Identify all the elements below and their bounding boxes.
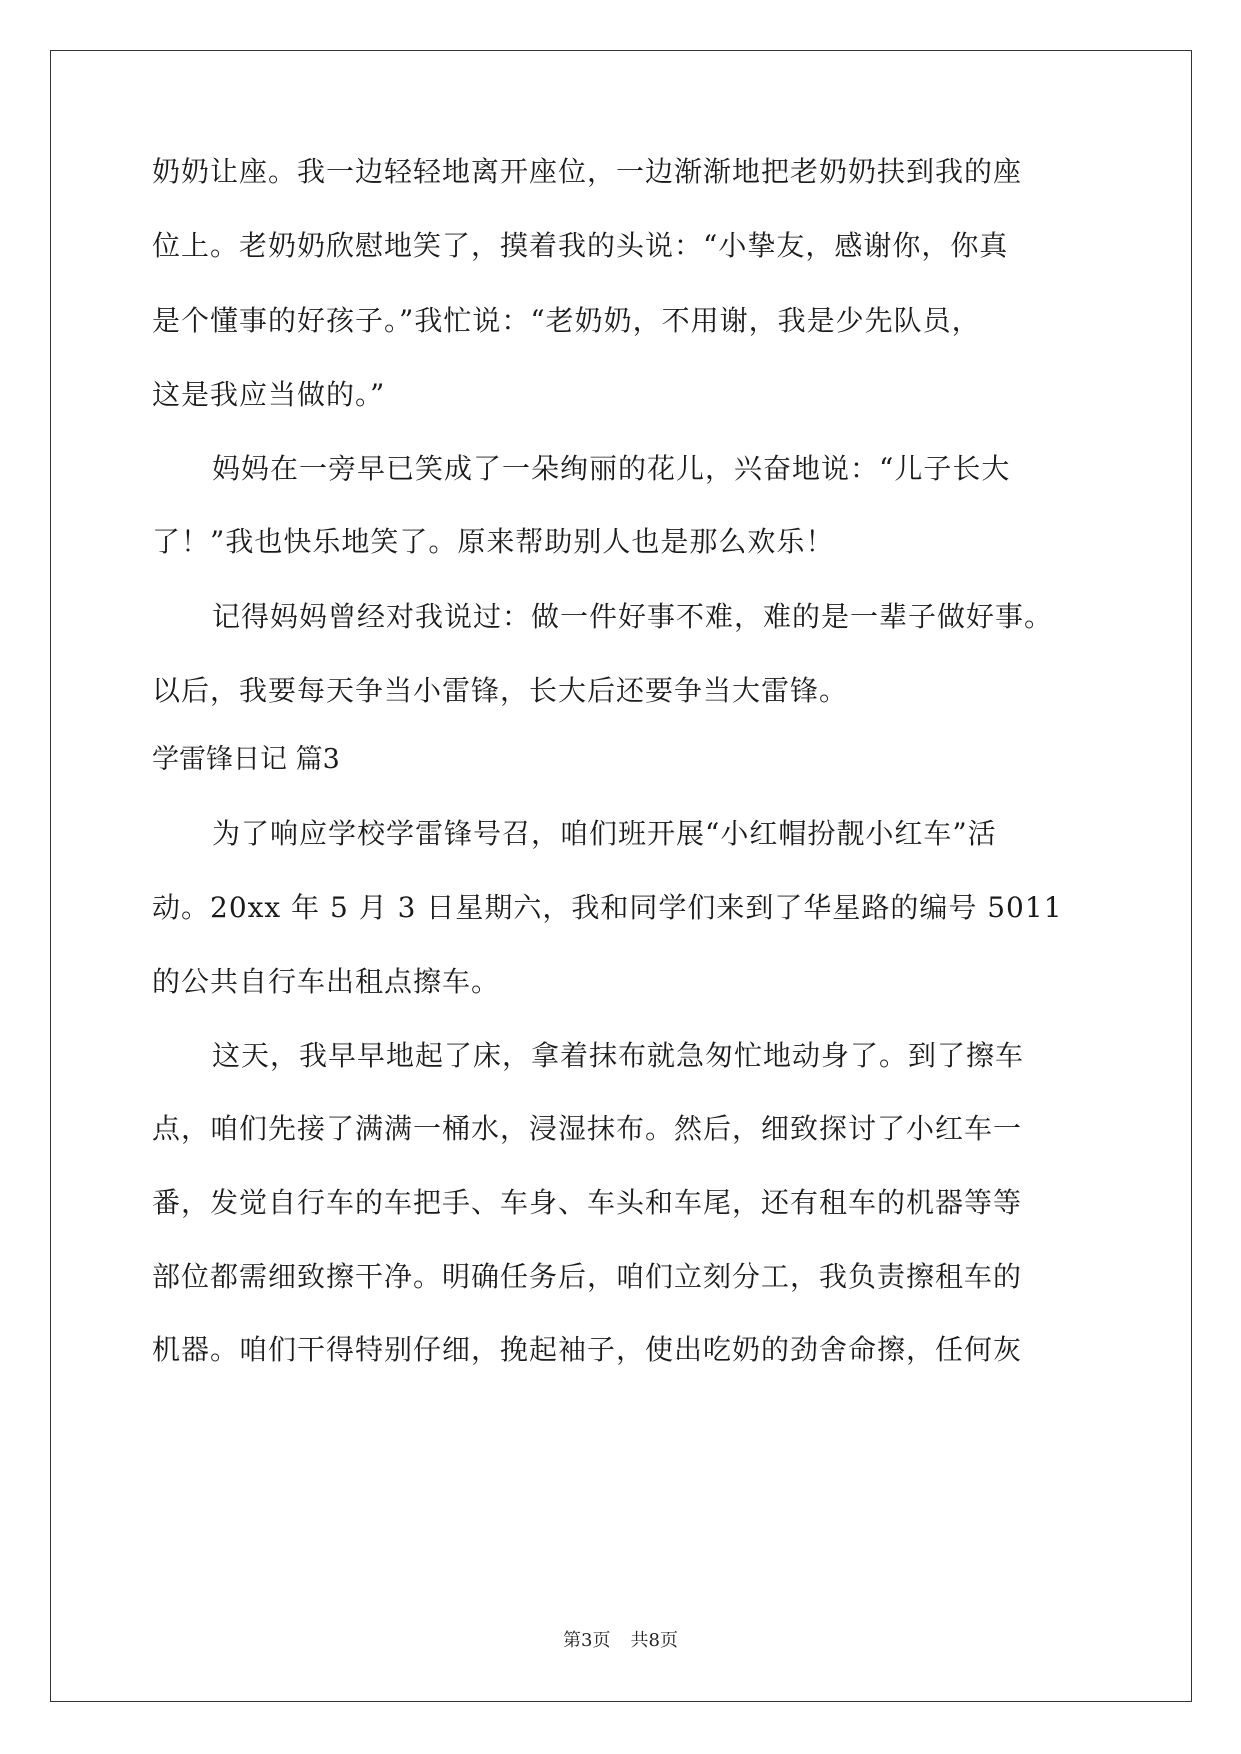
paragraph-line: 记得妈妈曾经对我说过：做一件好事不难，难的是一辈子做好事。 (212, 600, 1054, 633)
paragraph-line: 这天，我早早地起了床，拿着抹布就急匆忙地动身了。到了擦车 (212, 1039, 1025, 1072)
section-heading: 学雷锋日记 篇3 (152, 744, 340, 775)
paragraph-line: 位上。老奶奶欣慰地笑了，摸着我的头说：“小挚友，感谢你，你真 (152, 229, 1009, 262)
page-number: 第3页 (563, 1630, 611, 1651)
page-border (50, 50, 1192, 1702)
paragraph-line: 了！”我也快乐地笑了。原来帮助别人也是那么欢乐！ (152, 525, 835, 558)
paragraph-line: 部位都需细致擦干净。明确任务后，咱们立刻分工，我负责擦租车的 (152, 1260, 1023, 1293)
paragraph-line: 这是我应当做的。” (152, 378, 386, 411)
paragraph-line: 点，咱们先接了满满一桶水，浸湿抹布。然后，细致探讨了小红车一 (152, 1112, 1023, 1145)
paragraph-line: 奶奶让座。我一边轻轻地离开座位，一边渐渐地把老奶奶扶到我的座 (152, 155, 1023, 188)
page-total: 共8页 (630, 1630, 678, 1651)
paragraph-line: 妈妈在一旁早已笑成了一朵绚丽的花儿，兴奋地说：“儿子长大 (212, 452, 1011, 485)
paragraph-line: 以后，我要每天争当小雷锋，长大后还要争当大雷锋。 (152, 674, 849, 707)
paragraph-line: 动。20xx 年 5 月 3 日星期六，我和同学们来到了华星路的编号 5011 (152, 891, 1063, 924)
paragraph-line: 为了响应学校学雷锋号召，咱们班开展“小红帽扮靓小红车”活 (212, 817, 997, 850)
paragraph-line: 番，发觉自行车的车把手、车身、车头和车尾，还有租车的机器等等 (152, 1186, 1023, 1219)
page-footer (0, 1629, 1241, 1653)
paragraph-line: 是个懂事的好孩子。”我忙说：“老奶奶，不用谢，我是少先队员， (152, 304, 981, 337)
paragraph-line: 机器。咱们干得特别仔细，挽起袖子，使出吃奶的劲舍命擦，任何灰 (152, 1333, 1023, 1366)
paragraph-line: 的公共自行车出租点擦车。 (152, 965, 501, 998)
